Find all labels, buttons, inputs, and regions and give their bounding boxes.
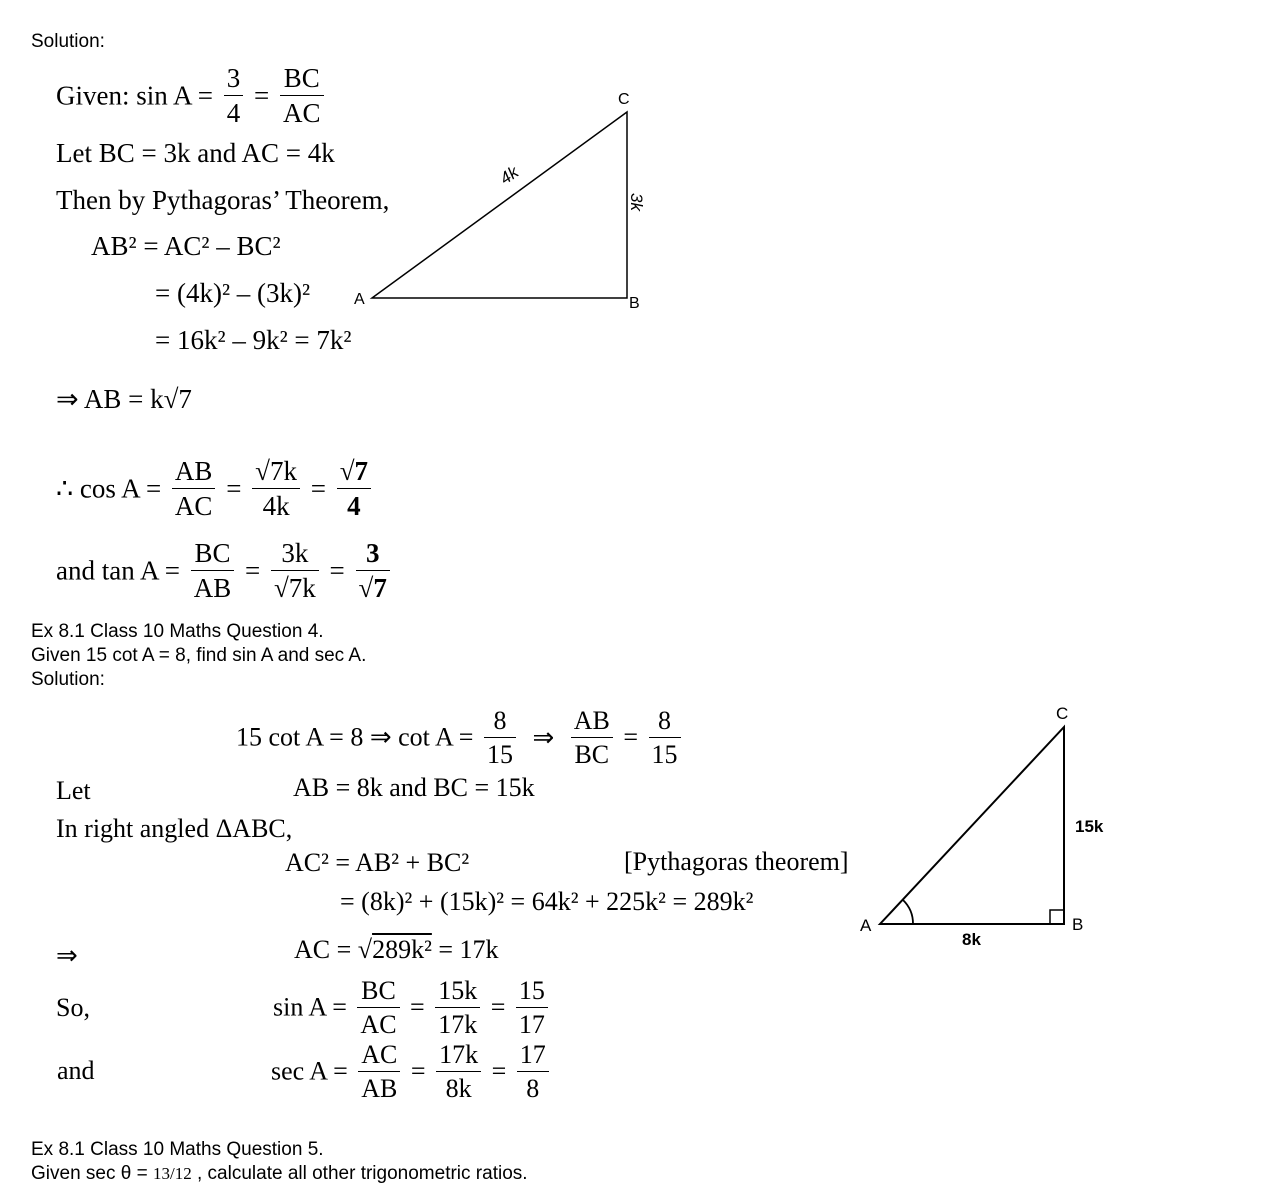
vertex-a-label: A [860, 916, 872, 935]
expansion-expression: = (8k)² + (15k)² = 64k² + 225k² = 289k² [340, 887, 754, 916]
pythagoras-line: Then by Pythagoras’ Theorem, [56, 185, 390, 215]
implies-arrow: ⇒ [56, 941, 78, 970]
ac-value-expression: AC = √289k² = 17k [294, 935, 499, 964]
solution-label-q4: Solution: [31, 669, 105, 690]
vertex-a-label: A [354, 291, 365, 308]
fraction-bc-over-ac: $\frac{BC}{AC}$ [280, 62, 324, 130]
triangle-diagram-q3 [350, 85, 660, 315]
expansion-line-2: = 16k² – 9k² = 7k² [155, 325, 352, 355]
question-5-title: Ex 8.1 Class 10 Maths Question 5. [31, 1139, 324, 1160]
pythagoras-note: [Pythagoras theorem] [624, 847, 849, 876]
ab-result-line: ⇒ AB = k√7 [56, 384, 192, 414]
angle-a-arc [903, 900, 913, 924]
triangle-diagram-q4 [855, 700, 1125, 955]
side-bc-label: 3k [627, 193, 646, 211]
right-angle-marker [1050, 910, 1064, 924]
tan-a-expression: and tan A = $\frac{BC}{AB}$ = $\frac{3k}{√7k}$ = $\frac{3}{√7}$ [56, 537, 394, 605]
given-sin-expression: Given: sin A = $\frac{3}{4}$ = $\frac{BC}{AC}$ [56, 62, 328, 130]
triangle-shape [880, 727, 1064, 924]
hypotenuse-label: 4k [496, 162, 523, 189]
given-prefix: Given: sin A = [56, 80, 213, 111]
triangle-shape [372, 112, 627, 298]
ab-squared-line: AB² = AC² – BC² [91, 231, 281, 261]
expansion-line-1: = (4k)² – (3k)² [155, 278, 311, 308]
fraction-3-over-4: $\frac{3}{4}$ [224, 62, 244, 130]
vertex-c-label: C [1056, 704, 1069, 723]
question-5-text: Given sec θ = 13/12 , calculate all other trigonometric ratios. [31, 1163, 528, 1184]
side-bc-label: 15k [1075, 817, 1104, 836]
vertex-b-label: B [629, 295, 640, 312]
let-label: Let [56, 776, 91, 805]
so-label: So, [56, 993, 90, 1022]
question-4-text: Given 15 cot A = 8, find sin A and sec A. [31, 645, 367, 666]
vertex-c-label: C [618, 91, 630, 108]
sec-a-expression: sec A = $\frac{AC}{AB}$ = $\frac{17k}{8k}$ = $\frac{17}{8}$ [271, 1039, 553, 1104]
vertex-b-label: B [1072, 915, 1084, 934]
ac-squared-expression: AC² = AB² + BC² [285, 848, 470, 877]
cos-a-expression: ∴ cos A = $\frac{AB}{AC}$ = $\frac{√7k}{4k}$ = $\frac{√7}{4}$ [56, 455, 375, 523]
let-ab-bc-expression: AB = 8k and BC = 15k [293, 773, 535, 802]
solution-label-q3: Solution: [31, 31, 105, 52]
right-angled-line: In right angled ΔABC, [56, 814, 293, 843]
sec-theta-value: 13/12 [152, 1164, 192, 1183]
sin-a-expression: sin A = $\frac{BC}{AC}$ = $\frac{15k}{17k}$ = $\frac{15}{17}$ [273, 975, 552, 1040]
base-ab-label: 8k [962, 930, 981, 949]
question-4-title: Ex 8.1 Class 10 Maths Question 4. [31, 621, 324, 642]
cot-a-expression: 15 cot A = 8 ⇒ cot A = $\frac{8}{15}$ ⇒ $\frac{AB}{BC}$ = $\frac{8}{15}$ [236, 705, 685, 770]
let-bc-ac-line: Let BC = 3k and AC = 4k [56, 138, 335, 168]
and-label: and [57, 1056, 95, 1085]
